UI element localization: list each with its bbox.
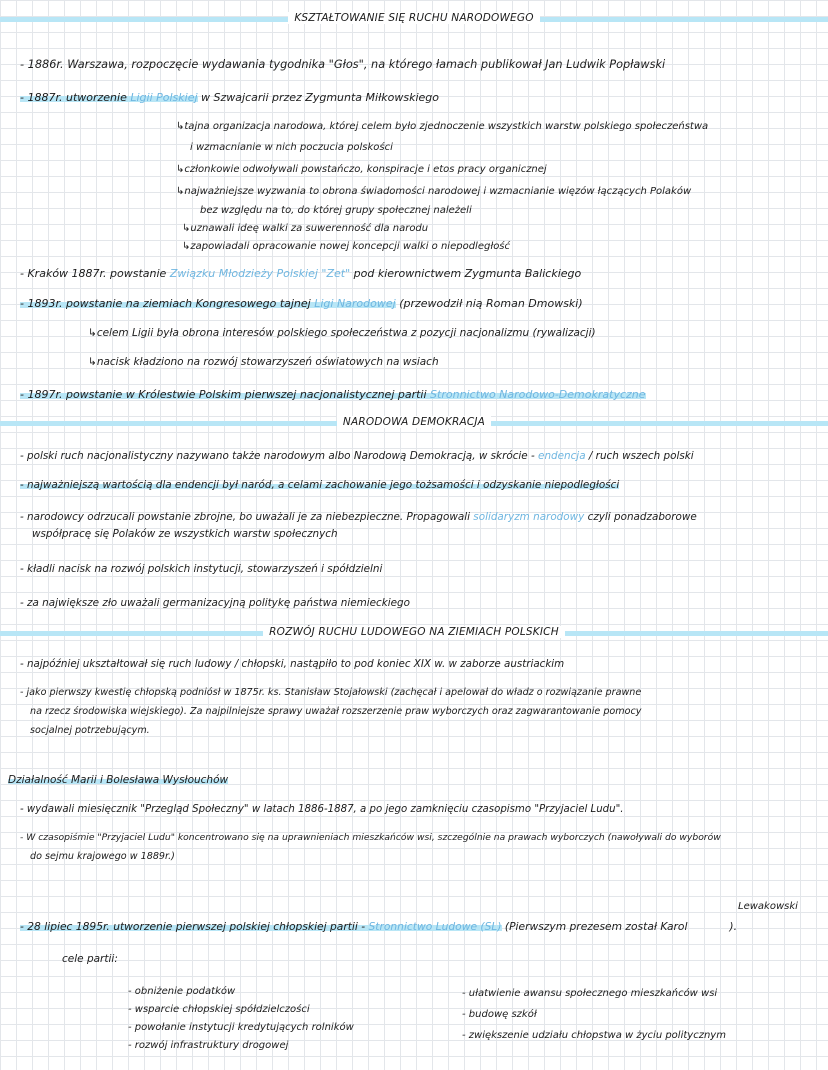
liga-polska-highlight: Ligii Polskiej — [130, 91, 198, 104]
goal-item: - budowę szkół — [462, 1009, 537, 1020]
ludowy-point-1: - najpóźniej ukształtował się ruch ludowy / chłopski, nastąpiło to pod koniec XIX w. w zaborze austriackim — [20, 658, 565, 670]
nd-point-1-prefix: - polski ruch nacjonalistyczny nazywano także narodowym albo Narodową Demokracją, w skrócie - — [20, 450, 539, 462]
nd-point-1 — [20, 449, 694, 463]
entry-1897 — [20, 388, 646, 402]
nd-point-2 — [20, 478, 619, 492]
entry-zet-suffix: pod kierownictwem Zygmunta Balickiego — [350, 267, 582, 280]
entry-1893-prefix: - 1893r. powstanie na ziemiach Kongresowego tajnej — [20, 297, 315, 310]
sl-highlight: Stronnictwo Ludowe (SL) — [368, 920, 502, 933]
liga-sub-1b: i wzmacnianie w nich poczucia polskości — [190, 142, 393, 153]
arrow-icon: ↳ — [182, 241, 191, 252]
entry-1893-suffix: (przewodził nią Roman Dmowski) — [395, 297, 583, 310]
ludowy-point-2c: socjalnej potrzebującym. — [30, 725, 150, 736]
endencja-highlight: endencja — [538, 450, 586, 462]
goal-item: - rozwój infrastruktury drogowej — [128, 1040, 289, 1051]
arrow-icon: ↳ — [176, 121, 185, 132]
entry-1887-liga — [20, 91, 439, 105]
liga-sub-4 — [182, 222, 428, 236]
liga-sub-5-text: zapowiadali opracowanie nowej koncepcji walki o niepodległość — [190, 241, 511, 252]
liga-narodowa-sub-2 — [88, 355, 439, 369]
liga-sub-3-text: najważniejsze wyzwania to obrona świadomości narodowej i wzmacnianie więzów łączących Polaków — [184, 186, 692, 197]
section-title-narodowa-demokracja: NARODOWA DEMOKRACJA — [0, 416, 828, 428]
ludowy-point-2: - jako pierwszy kwestię chłopską podniósł w 1875r. ks. Stanisław Stojałowski (zachęcał i apelował do władz o rozwiązanie prawne — [20, 687, 642, 698]
nd-point-3b: współpracę się Polaków ze wszystkich warstw społecznych — [32, 528, 338, 540]
entry-1886: - 1886r. Warszawa, rozpoczęcie wydawania tygodnika "Głos", na którego łamach publikował Jan Ludwik Popławski — [20, 58, 666, 71]
arrow-icon: ↳ — [176, 186, 185, 197]
goals-label: cele partii: — [62, 953, 118, 965]
goal-item: - obniżenie podatków — [128, 986, 236, 997]
entry-1893 — [20, 297, 583, 311]
liga-sub-2-text: członkowie odwoływali powstańczo, konspiracje i etos pracy organicznej — [184, 164, 547, 175]
liga-sub-4-text: uznawali ideę walki za suwerenność dla narodu — [190, 223, 429, 234]
liga-sub-1-text: tajna organizacja narodowa, której celem było zjednoczenie wszystkich warstw polskiego społeczeństwa — [184, 121, 709, 132]
ludowy-point-2b: na rzecz środowiska wiejskiego). Za najpilniejsze sprawy uważał rozszerzenie praw wyborczych oraz zagwarantowanie pomocy — [30, 706, 642, 717]
entry-1897-prefix: - 1897r. powstanie w Królestwie Polskim pierwszej nacjonalistycznej partii — [20, 388, 431, 401]
liga-narodowa-highlight: Ligi Narodowej — [314, 297, 396, 310]
goal-item: - ułatwienie awansu społecznego mieszkańców wsi — [462, 988, 718, 999]
nd-point-1-suffix: / ruch wszech polski — [585, 450, 694, 462]
goals-right-list — [462, 983, 726, 1046]
sl-founding — [20, 920, 737, 934]
arrow-icon: ↳ — [182, 223, 191, 234]
ludowy-point-4b: do sejmu krajowego w 1889r.) — [30, 851, 175, 862]
section-title-ruch-ludowy: ROZWÓJ RUCHU LUDOWEGO NA ZIEMIACH POLSKICH — [0, 626, 828, 638]
entry-zet — [20, 267, 581, 281]
goal-item: - zwiększenie udziału chłopstwa w życiu politycznym — [462, 1030, 726, 1041]
wyslouchowie-heading — [8, 773, 228, 787]
entry-1887-liga-prefix: - 1887r. utworzenie — [20, 91, 131, 104]
goal-item: - powołanie instytucji kredytujących rolników — [128, 1022, 354, 1033]
entry-zet-prefix: - Kraków 1887r. powstanie — [20, 267, 170, 280]
nd-point-4: - kładli nacisk na rozwój polskich instytucji, stowarzyszeń i spółdzielni — [20, 563, 383, 575]
liga-narodowa-sub-1 — [88, 326, 596, 340]
nd-point-3-prefix: - narodowcy odrzucali powstanie zbrojne, bo uważali je za niebezpieczne. Propagowali — [20, 511, 474, 523]
liga-sub-1 — [176, 120, 708, 134]
page-title: KSZTAŁTOWANIE SIĘ RUCHU NARODOWEGO — [0, 12, 828, 24]
liga-sub-3 — [176, 185, 691, 199]
nd-point-3-suffix: czyli ponadzaborowe — [584, 511, 697, 523]
goal-item: - wsparcie chłopskiej spółdzielczości — [128, 1004, 310, 1015]
ludowy-point-4: - W czasopiśmie "Przyjaciel Ludu" koncentrowano się na uprawnieniach mieszkańców wsi, szczególnie na prawach wyborczych (nawoływali do wyborów — [20, 832, 721, 843]
nd-point-5: - za największe zło uważali germanizacyjną politykę państwa niemieckiego — [20, 597, 410, 609]
sl-founding-prefix: - 28 lipiec 1895r. utworzenie pierwszej polskiej chłopskiej partii - — [20, 920, 369, 933]
zet-highlight: Związku Młodzieży Polskiej "Zet" — [169, 267, 351, 280]
sn-d-highlight: Stronnictwo Narodowo-Demokratyczne — [430, 388, 646, 401]
liga-sub-3b: bez względu na to, do której grupy społecznej należeli — [200, 205, 472, 216]
wyslouchowie-heading-text: Działalność Marii i Bolesława Wysłouchów — [8, 774, 229, 786]
liga-narodowa-sub-2-text: nacisk kładziono na rozwój stowarzyszeń oświatowych na wsiach — [96, 356, 439, 368]
arrow-icon: ↳ — [176, 164, 185, 175]
liga-sub-2 — [176, 163, 547, 177]
correction-note: Lewakowski — [738, 901, 798, 912]
goals-left-list — [128, 983, 354, 1055]
solidaryzm-highlight: solidaryzm narodowy — [473, 511, 585, 523]
arrow-icon: ↳ — [88, 356, 97, 368]
entry-1887-liga-suffix: w Szwajcarii przez Zygmunta Miłkowskiego — [197, 91, 439, 104]
liga-sub-5 — [182, 240, 510, 254]
nd-point-3 — [20, 510, 697, 524]
sl-founding-suffix: (Pierwszym prezesem został Karol — [501, 920, 688, 933]
sl-founding-end: ). — [729, 920, 737, 933]
liga-narodowa-sub-1-text: celem Ligii była obrona interesów polskiego społeczeństwa z pozycji nacjonalizmu (rywalizacji) — [96, 327, 596, 339]
nd-point-2-text: - najważniejszą wartością dla endencji był naród, a celami zachowanie jego tożsamości i odzyskanie niepodległości — [20, 479, 620, 491]
arrow-icon: ↳ — [88, 327, 97, 339]
ludowy-point-3: - wydawali miesięcznik "Przegląd Społeczny" w latach 1886-1887, a po jego zamknięciu czasopismo "Przyjaciel Ludu". — [20, 804, 624, 815]
